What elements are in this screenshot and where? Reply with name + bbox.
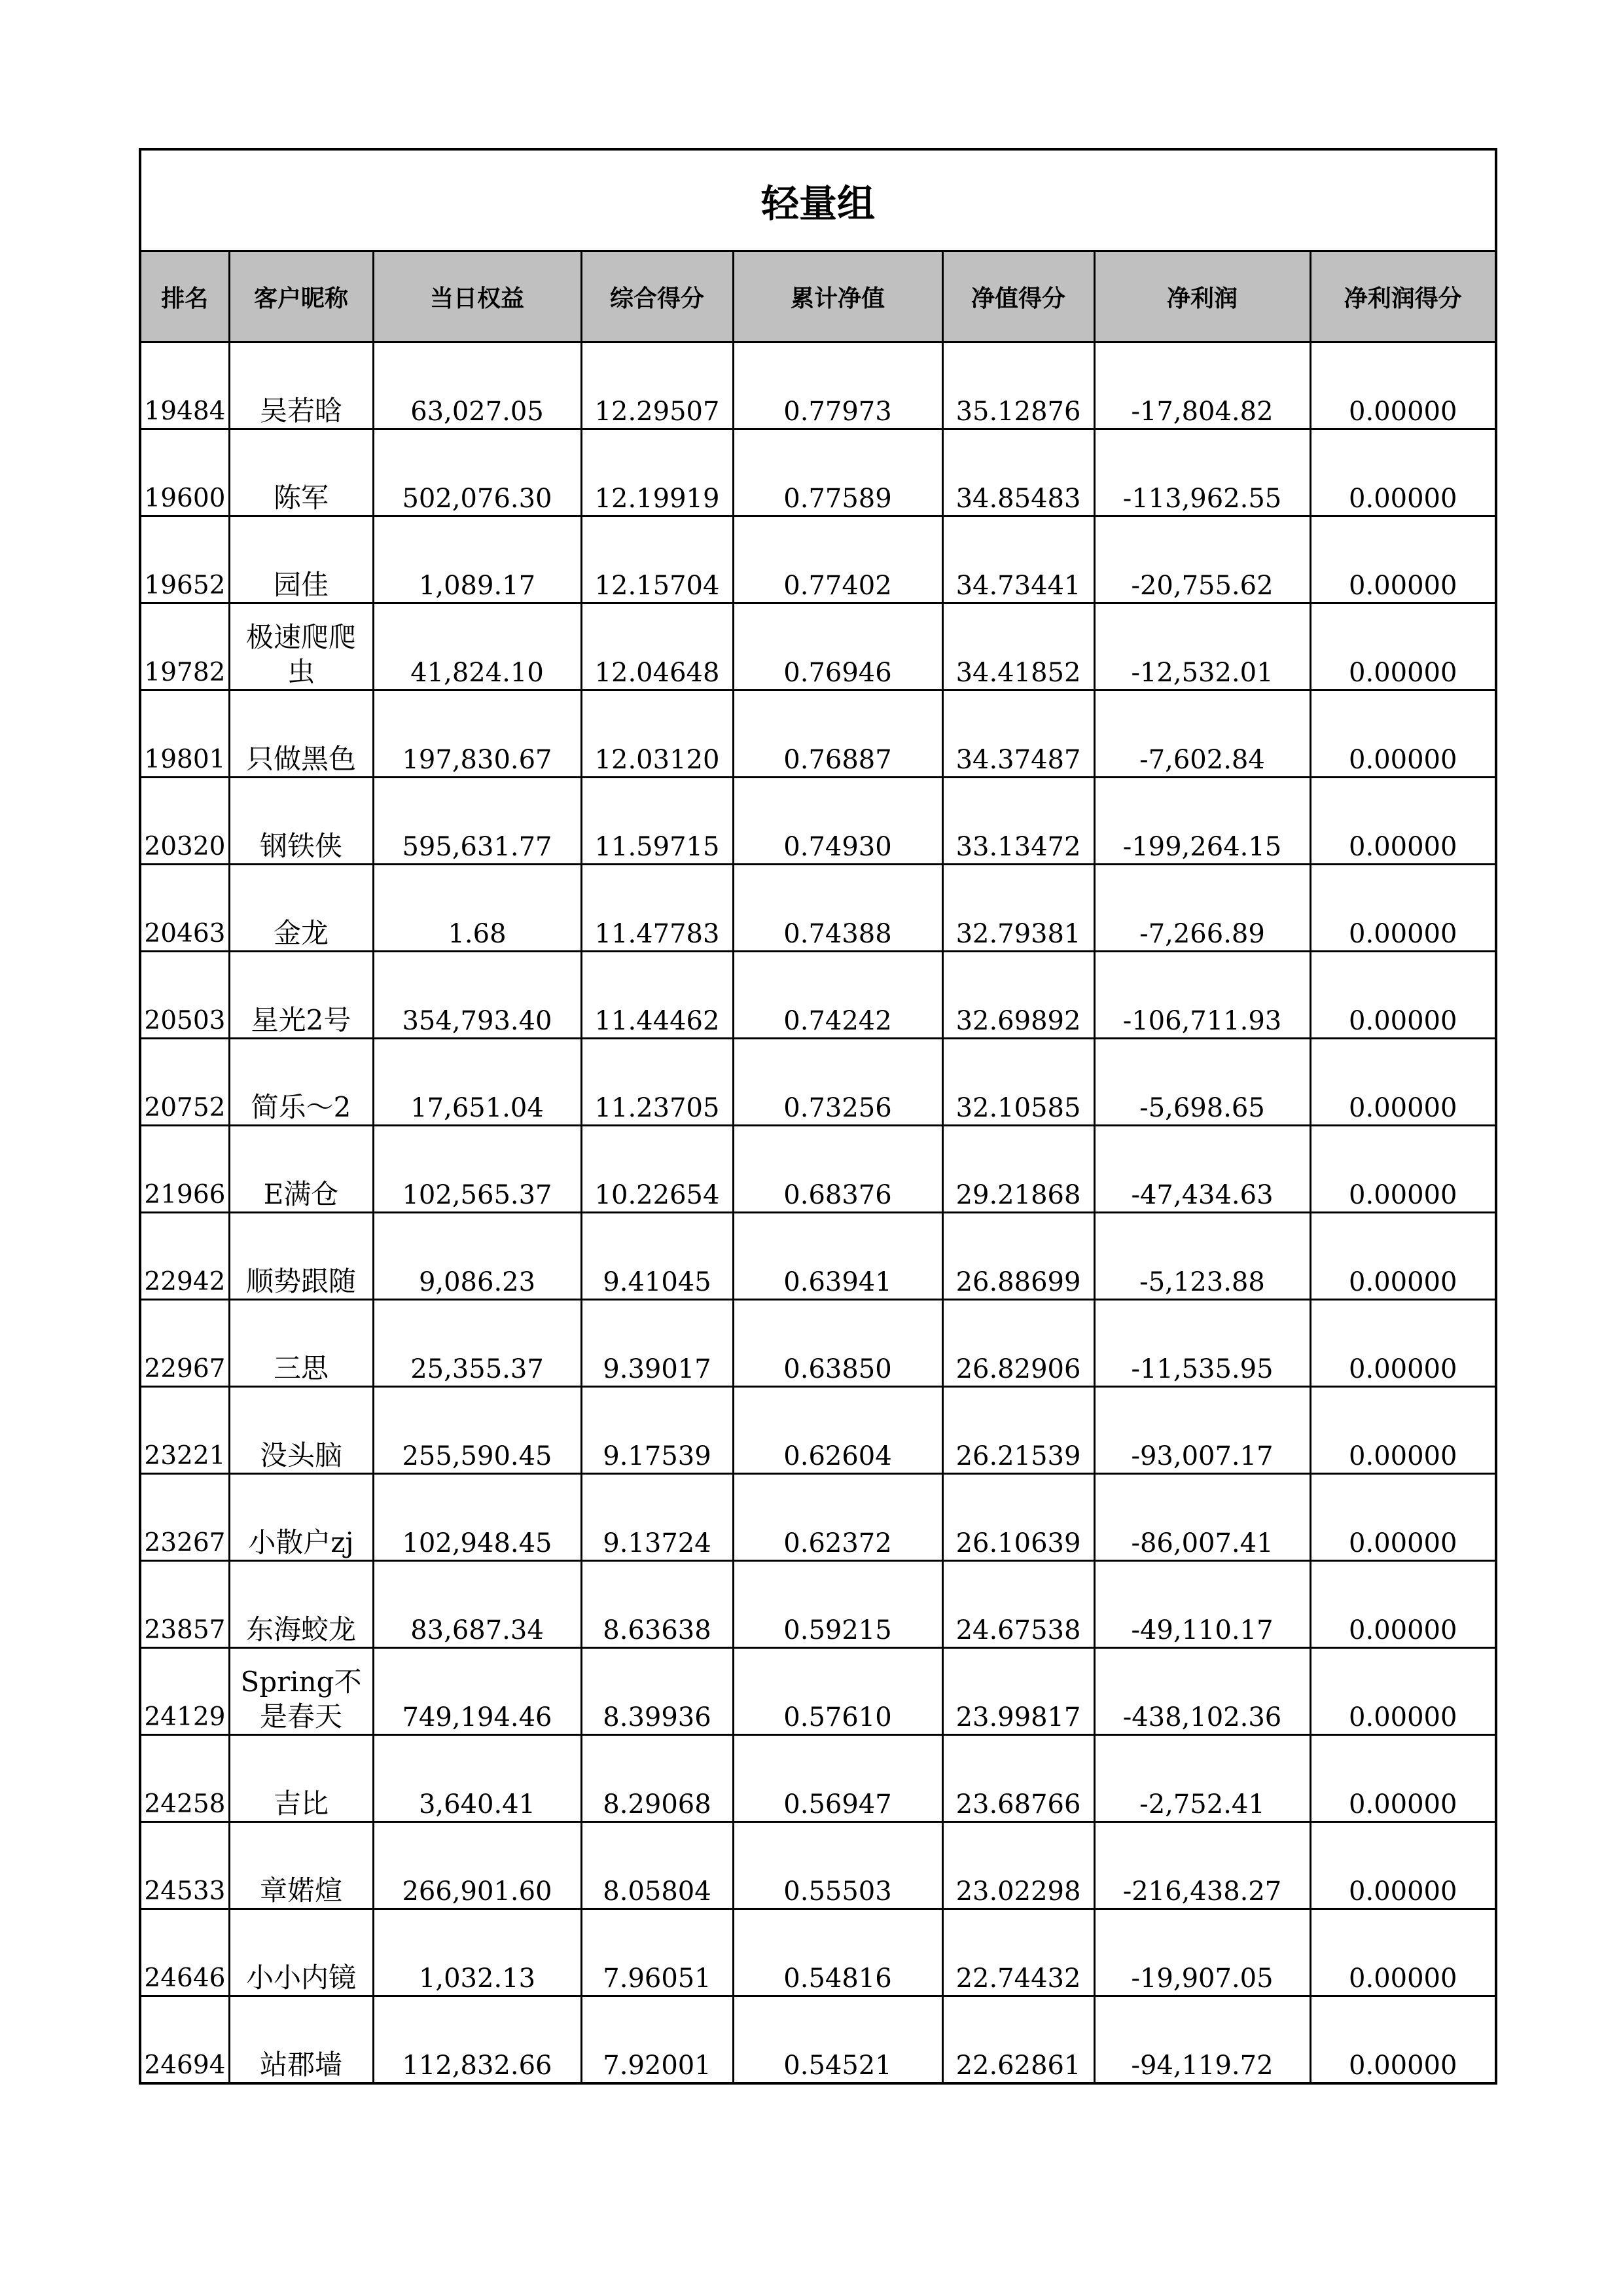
nickname-cell: 简乐～2 xyxy=(229,1039,373,1126)
cumulative-nav-cell: 0.59215 xyxy=(733,1561,942,1648)
composite-score-cell: 12.15704 xyxy=(581,516,733,603)
composite-score-cell: 12.04648 xyxy=(581,603,733,691)
net-profit-cell: -86,007.41 xyxy=(1094,1474,1310,1561)
column-header-composite-score: 综合得分 xyxy=(581,251,733,342)
cumulative-nav-cell: 0.57610 xyxy=(733,1648,942,1735)
net-profit-cell: -11,535.95 xyxy=(1094,1300,1310,1387)
equity-cell: 354,793.40 xyxy=(373,952,581,1039)
nickname-cell: 站郡墙 xyxy=(229,1996,373,2084)
equity-cell: 197,830.67 xyxy=(373,691,581,778)
composite-score-cell: 9.17539 xyxy=(581,1387,733,1474)
equity-cell: 17,651.04 xyxy=(373,1039,581,1126)
nav-score-cell: 34.85483 xyxy=(942,429,1094,516)
rank-cell: 20320 xyxy=(140,778,229,865)
equity-cell: 25,355.37 xyxy=(373,1300,581,1387)
rank-cell: 21966 xyxy=(140,1126,229,1213)
table-row xyxy=(140,516,1496,603)
net-profit-score-cell: 0.00000 xyxy=(1310,1909,1496,1996)
rank-cell: 19652 xyxy=(140,516,229,603)
nav-score-cell: 23.02298 xyxy=(942,1822,1094,1909)
nav-score-cell: 23.68766 xyxy=(942,1735,1094,1822)
cumulative-nav-cell: 0.62604 xyxy=(733,1387,942,1474)
nav-score-cell: 22.62861 xyxy=(942,1996,1094,2084)
cumulative-nav-cell: 0.55503 xyxy=(733,1822,942,1909)
net-profit-score-cell: 0.00000 xyxy=(1310,1648,1496,1735)
net-profit-cell: -94,119.72 xyxy=(1094,1996,1310,2084)
nav-score-cell: 32.69892 xyxy=(942,952,1094,1039)
composite-score-cell: 8.05804 xyxy=(581,1822,733,1909)
composite-score-cell: 12.29507 xyxy=(581,342,733,429)
net-profit-score-cell: 0.00000 xyxy=(1310,603,1496,691)
nickname-cell: 章婼煊 xyxy=(229,1822,373,1909)
cumulative-nav-cell: 0.63941 xyxy=(733,1213,942,1300)
net-profit-cell: -19,907.05 xyxy=(1094,1909,1310,1996)
nickname-cell: 没头脑 xyxy=(229,1387,373,1474)
table-header-row xyxy=(140,251,1496,342)
nickname-cell: 小小内镜 xyxy=(229,1909,373,1996)
equity-cell: 502,076.30 xyxy=(373,429,581,516)
net-profit-cell: -7,602.84 xyxy=(1094,691,1310,778)
net-profit-cell: -199,264.15 xyxy=(1094,778,1310,865)
table-row xyxy=(140,1735,1496,1822)
net-profit-score-cell: 0.00000 xyxy=(1310,1039,1496,1126)
cumulative-nav-cell: 0.54816 xyxy=(733,1909,942,1996)
nav-score-cell: 34.73441 xyxy=(942,516,1094,603)
column-header-nickname: 客户昵称 xyxy=(229,251,373,342)
net-profit-cell: -113,962.55 xyxy=(1094,429,1310,516)
nickname-cell: Spring不是春天 xyxy=(229,1648,373,1735)
net-profit-cell: -216,438.27 xyxy=(1094,1822,1310,1909)
rank-cell: 24694 xyxy=(140,1996,229,2084)
table-row xyxy=(140,1126,1496,1213)
column-header-rank: 排名 xyxy=(140,251,229,342)
net-profit-score-cell: 0.00000 xyxy=(1310,952,1496,1039)
net-profit-score-cell: 0.00000 xyxy=(1310,865,1496,952)
net-profit-score-cell: 0.00000 xyxy=(1310,1822,1496,1909)
cumulative-nav-cell: 0.77973 xyxy=(733,342,942,429)
rank-cell: 19484 xyxy=(140,342,229,429)
nav-score-cell: 32.79381 xyxy=(942,865,1094,952)
nav-score-cell: 34.37487 xyxy=(942,691,1094,778)
table-row xyxy=(140,603,1496,691)
net-profit-score-cell: 0.00000 xyxy=(1310,1300,1496,1387)
net-profit-cell: -7,266.89 xyxy=(1094,865,1310,952)
rank-cell: 19801 xyxy=(140,691,229,778)
rank-cell: 19782 xyxy=(140,603,229,691)
table-title: 轻量组 xyxy=(140,149,1496,251)
cumulative-nav-cell: 0.76946 xyxy=(733,603,942,691)
nav-score-cell: 26.21539 xyxy=(942,1387,1094,1474)
net-profit-cell: -12,532.01 xyxy=(1094,603,1310,691)
net-profit-cell: -17,804.82 xyxy=(1094,342,1310,429)
table-row xyxy=(140,1387,1496,1474)
cumulative-nav-cell: 0.73256 xyxy=(733,1039,942,1126)
table-row xyxy=(140,1039,1496,1126)
composite-score-cell: 8.39936 xyxy=(581,1648,733,1735)
nickname-cell: E满仓 xyxy=(229,1126,373,1213)
equity-cell: 63,027.05 xyxy=(373,342,581,429)
rank-cell: 20503 xyxy=(140,952,229,1039)
table-row xyxy=(140,1561,1496,1648)
composite-score-cell: 11.44462 xyxy=(581,952,733,1039)
equity-cell: 1.68 xyxy=(373,865,581,952)
composite-score-cell: 11.23705 xyxy=(581,1039,733,1126)
net-profit-score-cell: 0.00000 xyxy=(1310,691,1496,778)
cumulative-nav-cell: 0.74242 xyxy=(733,952,942,1039)
nav-score-cell: 35.12876 xyxy=(942,342,1094,429)
table-body xyxy=(140,342,1496,2084)
nickname-cell: 顺势跟随 xyxy=(229,1213,373,1300)
cumulative-nav-cell: 0.56947 xyxy=(733,1735,942,1822)
rank-cell: 23857 xyxy=(140,1561,229,1648)
table-row xyxy=(140,1996,1496,2084)
net-profit-score-cell: 0.00000 xyxy=(1310,516,1496,603)
net-profit-cell: -106,711.93 xyxy=(1094,952,1310,1039)
column-header-net-profit-score: 净利润得分 xyxy=(1310,251,1496,342)
net-profit-cell: -47,434.63 xyxy=(1094,1126,1310,1213)
net-profit-cell: -93,007.17 xyxy=(1094,1387,1310,1474)
table-row xyxy=(140,1822,1496,1909)
nickname-cell: 金龙 xyxy=(229,865,373,952)
table-row xyxy=(140,691,1496,778)
cumulative-nav-cell: 0.63850 xyxy=(733,1300,942,1387)
cumulative-nav-cell: 0.62372 xyxy=(733,1474,942,1561)
equity-cell: 9,086.23 xyxy=(373,1213,581,1300)
nav-score-cell: 26.82906 xyxy=(942,1300,1094,1387)
nickname-cell: 园佳 xyxy=(229,516,373,603)
net-profit-score-cell: 0.00000 xyxy=(1310,429,1496,516)
equity-cell: 3,640.41 xyxy=(373,1735,581,1822)
composite-score-cell: 10.22654 xyxy=(581,1126,733,1213)
equity-cell: 1,089.17 xyxy=(373,516,581,603)
nav-score-cell: 24.67538 xyxy=(942,1561,1094,1648)
composite-score-cell: 8.29068 xyxy=(581,1735,733,1822)
net-profit-cell: -438,102.36 xyxy=(1094,1648,1310,1735)
composite-score-cell: 12.03120 xyxy=(581,691,733,778)
net-profit-cell: -2,752.41 xyxy=(1094,1735,1310,1822)
net-profit-cell: -20,755.62 xyxy=(1094,516,1310,603)
composite-score-cell: 7.92001 xyxy=(581,1996,733,2084)
composite-score-cell: 8.63638 xyxy=(581,1561,733,1648)
cumulative-nav-cell: 0.54521 xyxy=(733,1996,942,2084)
table-row xyxy=(140,429,1496,516)
net-profit-score-cell: 0.00000 xyxy=(1310,1561,1496,1648)
nav-score-cell: 34.41852 xyxy=(942,603,1094,691)
table-row xyxy=(140,342,1496,429)
ranking-table xyxy=(139,148,1497,2085)
rank-cell: 22942 xyxy=(140,1213,229,1300)
nickname-cell: 东海蛟龙 xyxy=(229,1561,373,1648)
table-row xyxy=(140,1300,1496,1387)
nav-score-cell: 26.88699 xyxy=(942,1213,1094,1300)
column-header-cumulative-nav: 累计净值 xyxy=(733,251,942,342)
nickname-cell: 钢铁侠 xyxy=(229,778,373,865)
nickname-cell: 三思 xyxy=(229,1300,373,1387)
nickname-cell: 吴若晗 xyxy=(229,342,373,429)
rank-cell: 24533 xyxy=(140,1822,229,1909)
rank-cell: 23267 xyxy=(140,1474,229,1561)
cumulative-nav-cell: 0.77402 xyxy=(733,516,942,603)
nav-score-cell: 22.74432 xyxy=(942,1909,1094,1996)
cumulative-nav-cell: 0.68376 xyxy=(733,1126,942,1213)
table-row xyxy=(140,1648,1496,1735)
table-row xyxy=(140,952,1496,1039)
rank-cell: 20463 xyxy=(140,865,229,952)
equity-cell: 255,590.45 xyxy=(373,1387,581,1474)
nav-score-cell: 26.10639 xyxy=(942,1474,1094,1561)
table-row xyxy=(140,1474,1496,1561)
cumulative-nav-cell: 0.76887 xyxy=(733,691,942,778)
nav-score-cell: 29.21868 xyxy=(942,1126,1094,1213)
equity-cell: 102,948.45 xyxy=(373,1474,581,1561)
nav-score-cell: 23.99817 xyxy=(942,1648,1094,1735)
table-row xyxy=(140,1213,1496,1300)
net-profit-score-cell: 0.00000 xyxy=(1310,1213,1496,1300)
net-profit-cell: -49,110.17 xyxy=(1094,1561,1310,1648)
equity-cell: 1,032.13 xyxy=(373,1909,581,1996)
equity-cell: 41,824.10 xyxy=(373,603,581,691)
table-row xyxy=(140,1909,1496,1996)
nickname-cell: 小散户zj xyxy=(229,1474,373,1561)
net-profit-cell: -5,123.88 xyxy=(1094,1213,1310,1300)
cumulative-nav-cell: 0.77589 xyxy=(733,429,942,516)
equity-cell: 83,687.34 xyxy=(373,1561,581,1648)
composite-score-cell: 11.47783 xyxy=(581,865,733,952)
rank-cell: 22967 xyxy=(140,1300,229,1387)
net-profit-cell: -5,698.65 xyxy=(1094,1039,1310,1126)
column-header-nav-score: 净值得分 xyxy=(942,251,1094,342)
equity-cell: 112,832.66 xyxy=(373,1996,581,2084)
net-profit-score-cell: 0.00000 xyxy=(1310,1387,1496,1474)
rank-cell: 24258 xyxy=(140,1735,229,1822)
net-profit-score-cell: 0.00000 xyxy=(1310,342,1496,429)
equity-cell: 595,631.77 xyxy=(373,778,581,865)
net-profit-score-cell: 0.00000 xyxy=(1310,1996,1496,2084)
net-profit-score-cell: 0.00000 xyxy=(1310,1474,1496,1561)
column-header-equity: 当日权益 xyxy=(373,251,581,342)
equity-cell: 102,565.37 xyxy=(373,1126,581,1213)
nav-score-cell: 33.13472 xyxy=(942,778,1094,865)
table-title-row xyxy=(140,149,1496,251)
equity-cell: 266,901.60 xyxy=(373,1822,581,1909)
nickname-cell: 星光2号 xyxy=(229,952,373,1039)
rank-cell: 24646 xyxy=(140,1909,229,1996)
composite-score-cell: 12.19919 xyxy=(581,429,733,516)
cumulative-nav-cell: 0.74930 xyxy=(733,778,942,865)
net-profit-score-cell: 0.00000 xyxy=(1310,1126,1496,1213)
composite-score-cell: 9.41045 xyxy=(581,1213,733,1300)
column-header-net-profit: 净利润 xyxy=(1094,251,1310,342)
composite-score-cell: 7.96051 xyxy=(581,1909,733,1996)
composite-score-cell: 9.39017 xyxy=(581,1300,733,1387)
table-row xyxy=(140,778,1496,865)
nickname-cell: 陈军 xyxy=(229,429,373,516)
net-profit-score-cell: 0.00000 xyxy=(1310,778,1496,865)
composite-score-cell: 9.13724 xyxy=(581,1474,733,1561)
nickname-cell: 只做黑色 xyxy=(229,691,373,778)
table-row xyxy=(140,865,1496,952)
cumulative-nav-cell: 0.74388 xyxy=(733,865,942,952)
rank-cell: 23221 xyxy=(140,1387,229,1474)
nav-score-cell: 32.10585 xyxy=(942,1039,1094,1126)
composite-score-cell: 11.59715 xyxy=(581,778,733,865)
nickname-cell: 吉比 xyxy=(229,1735,373,1822)
equity-cell: 749,194.46 xyxy=(373,1648,581,1735)
rank-cell: 20752 xyxy=(140,1039,229,1126)
net-profit-score-cell: 0.00000 xyxy=(1310,1735,1496,1822)
rank-cell: 19600 xyxy=(140,429,229,516)
nickname-cell: 极速爬爬虫 xyxy=(229,603,373,691)
rank-cell: 24129 xyxy=(140,1648,229,1735)
